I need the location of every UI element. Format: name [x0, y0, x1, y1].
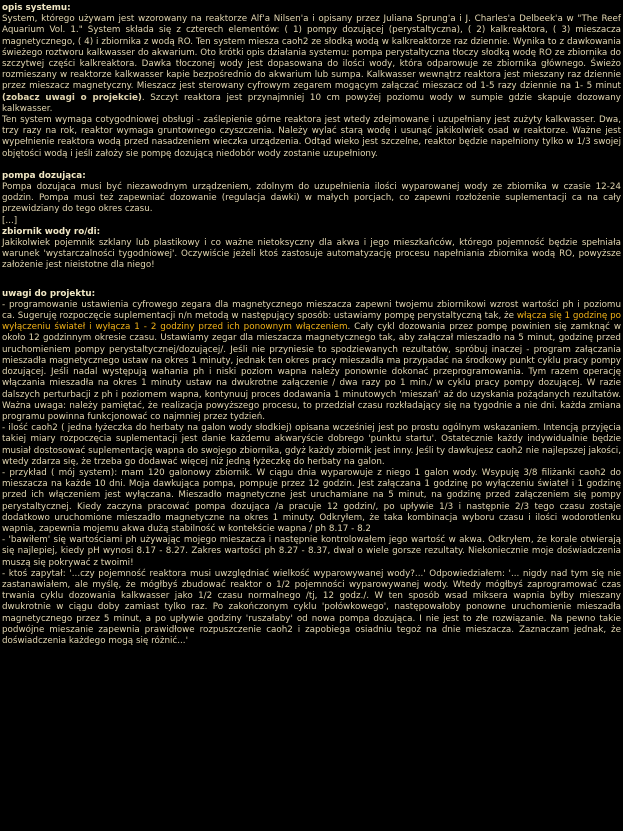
- system-paragraph-1-tail: . Szczyt reaktora jest przynajmniej 10 cm powyżej poziomu wody w sumpie gdzie skapuje dozowany kalkwasser.: [2, 92, 621, 114]
- note-5: - ktoś zapytał: '...czy pojemność reaktora musi uwzględniać wielkość wyparowywanej wody?...' Odpowiedziałem: '... nigdy nad tym się nie zastanawiałem, ale myślę, że mógłbyś zbudować reaktor o 1/2 pojemności wyparowywanej wody. Wtedy mógłbyś zaprogramować czas trwania cyklu dozowania kalkwasser jako 1/2 czasu normalnego /tj, 12 godz./. W ten sposób wsad miksera wapnia byłby mieszany dwukrotnie w ciągu doby zamiast tylko raz. Po zakończonym cyklu 'połówkowego', następowałoby ponowne uruchomienie mieszadła magnetycznego przez 5 minut, a po upływie godziny 'ruszałaby' od nowa pompa dozująca. I nie jest to złe rozwiązanie. Na pewno takie podwójne mieszanie zapewnia prawidłowe rozpuszczenie caoh2 i zapobiega osiadniu tegoż na dnie mieszacza. Zaznaczam jednak, że doświadczenia każdego mogą się różnić...': [2, 568, 621, 646]
- spacer: [2, 160, 621, 171]
- tank-paragraph-1: Jakikolwiek pojemnik szklany lub plastikowy i co ważne nietoksyczny dla akwa i jego mieszkańców, którego pojemność będzie spełniała warunek 'wystarczalności tygodniowej'. Oczywiście jeżeli ktoś zastosuje automatyzację procesu napełniania zbiornika wodą RO, powyższe założenie jest nieistotne dla niego!: [2, 238, 621, 271]
- section-heading-pump: pompa dozująca:: [2, 170, 86, 181]
- note-1-highlight: włącza się 1 godzinę po wyłączeniu świateł i wyłącza 1 - 2 godziny przed ich ponownym włączeniem: [2, 311, 621, 333]
- section-heading-notes: uwagi do projektu:: [2, 288, 96, 299]
- note-1-text-b: . Cały cykl dozowania przez pompę powinien się zamknąć w około 12 godzinnym okresie czasu. Ustawiamy zegar dla mieszacza magnetycznego tak, aby załączał mieszadło na 5 minut, godzinę przed uruchomieniem pompy perystaltycznej/dozującej/. Jeśli nie przyniesie to spodziewanych rezultatów, spróbuj inaczej - program załączania mieszadła magnetycznego ustaw na okres 1 minuty, jednak ten okres pracy mieszadła ma przypadać na środkowy punkt cyklu pracy pompy dozującej. Jeśli nadal występują wahania ph i niski poziom wapna należy ponownie dokonać przeprogramowania. Tym razem operację włączania mieszadła na okres 1 minuty ustaw na dwukrotne załączenie / dwa razy po 1 min./ w cyklu pracy pompy dozującej. W razie dalszych perturbacji z ph i poziomem wapna, kontynuuj proces dodawania 1 minutowych 'mieszań' aż do uzyskania pożądanych rezultatów. Ważna uwaga: należy pamiętać, że realizacja powyższego procesu, to przedział czasu rozkładający się na tygodnie a nie dni. każda zmiana programu powinna funkcjonować co najmniej przez tydzień.: [2, 322, 621, 422]
- system-paragraph-1-text: System, którego używam jest wzorowany na reaktorze Alf'a Nilsen'a i opisany przez Juliana Sprung'a i J. Charles'a Delbeek'a w "The Reef Aquarium Vol. 1." System składa się z czterech elementów: ( 1) pompy dozującej (perystaltyczna), ( 2) kalkreaktora, ( 3) mieszacza magnetycznego, ( 4) i zbiornika z wodą RO. Ten system miesza caoh2 ze słodką wodą w kalkreaktorze raz dziennie. Wynika to z dawkowania świeżego roztworu kalkwasser do akwarium. Oto krótki opis działania systemu: pompa perystaltyczna tłoczy słodką wodę RO ze zbiornika do szczytwej części kalkreaktora. Dawka tłoczonej wody jest dopasowana do ilości wody, która odparowuje ze zbiornika głównego. Świeżo rozmieszany w reaktorze kalkwasser kapie bezpośrednio do akwarium lub sumpa. Kalkwasser wewnątrz reaktora jest mieszany raz dziennie przez mieszacz magnetyczny. Mieszacz jest sterowany cyfrowym zegarem mogącym załączać mieszacz od 1-5 razy dziennie na 1- 5 minut: [2, 14, 621, 92]
- pump-paragraph-1: Pompa dozująca musi być niezawodnym urządzeniem, zdolnym do uzupełnienia ilości wyparowanej wody ze zbiornika w czasie 12-24 godzin. Pompa musi też zapewniać dozowanie (regulacja dawki) w małych porcjach, co zapewni rozłożenie suplementacji ca na cały przewidziany do tego okres czasu.: [2, 182, 621, 215]
- pump-ellipsis: [...]: [2, 215, 18, 226]
- note-4: - 'bawiłem' się wartościami ph używając mojego mieszacza i następnie kontrolowałem jego wartość w akwa. Odkryłem, że korale otwierają się najlepiej, kiedy pH wynosi 8.17 - 8.27. Zakres wartości ph 8.27 - 8.37, dwał o wiele gorsze rezultaty. Niekoniecznie moje doświadczenia muszą się pokrywać z twoimi!: [2, 535, 621, 568]
- system-paragraph-1: [2, 14, 621, 115]
- section-heading-system: opis systemu:: [2, 3, 71, 13]
- note-1: [2, 300, 621, 423]
- spacer: [2, 272, 621, 283]
- note-1-text-a: - programowanie ustawienia cyfrowego zegara dla magnetycznego mieszacza zapewni twojemu zbiornikowi wzrost wartości ph i poziomu ca. Sugeruję rozpoczęcie suplementacji n/n metodą w następujący sposób: ustawiamy pompę perystaltyczną tak, że: [2, 299, 621, 322]
- section-heading-tank: zbiornik wody ro/di:: [2, 226, 101, 237]
- see-notes-reference: (zobacz uwagi o projekcie): [2, 92, 142, 103]
- note-2: - ilość caoh2 ( jedna łyżeczka do herbaty na galon wody słodkiej) opisana wcześniej jest po prostu ogólnym wskazaniem. Intencją przyjęcia takiej miary rozpoczęcia suplementacji jest danie każdemu akwaryście dobrego 'punktu startu'. Ostatecznie każdy indywidualnie będzie musiał dostosować suplementację wapna do swojego zbiornika, gdyż każdy zbiornik jest inny. Jeśli ty dawkujesz caoh2 nie najlepszej jakości, wtedy zdarza się, że trzeba go dodawać więcej niż jedną łyżeczkę do herbaty na galon.: [2, 423, 621, 467]
- system-paragraph-2: Ten system wymaga cotygodniowej obsługi - zaślepienie górne reaktora jest wtedy zdejmowane i uzupełniany jest zużyty kalkwasser. Dwa, trzy razy na rok, reaktor wymaga gruntownego czyszczenia. Należy wylać starą wodę i usunąć jakikolwiek osad w reaktorze. Ważne jest wypełnienie reaktora wodą przed nasadzeniem wieczka urządzenia. Odtąd wieko jest szczelne, reaktor będzie napełniony tylko w 1/3 swojej objętości wodą i jeśli założy sie pompę dozującą niedobór wody zostanie uzupełniony.: [2, 115, 621, 159]
- note-3: - przykład ( mój system): mam 120 galonowy zbiornik. W ciągu dnia wyparowuje z niego 1 galon wody. Wsypuję 3/8 filiżanki caoh2 do mieszacza na każde 10 dni. Moja dawkująca pompa, pompuje przez 12 godzin. Jest załączana 1 godzinę po wyłączeniu świateł i 1 godzinę przed ich włączeniem jest wyłączana. Mieszadło magnetyczne jest uruchamiane na 5 minut, na godzinę przed załączeniem się pompy perystaltycznej. Kiedy zaczyna pracować pompa dozująca /a pracuje 12 godzin/, po upływie 1/3 i następnie 2/3 tego czasu zostaje dodatkowo uruchomione mieszadło magnetyczne na okres 1 minuty. Odkryłem, że taka kombinacja wyboru czasu i ilości wodorotlenku wapnia, zapewnia mojemu akwa dużą stabilność w kontekście wapna / ph 8.17 - 8.2: [2, 467, 621, 534]
